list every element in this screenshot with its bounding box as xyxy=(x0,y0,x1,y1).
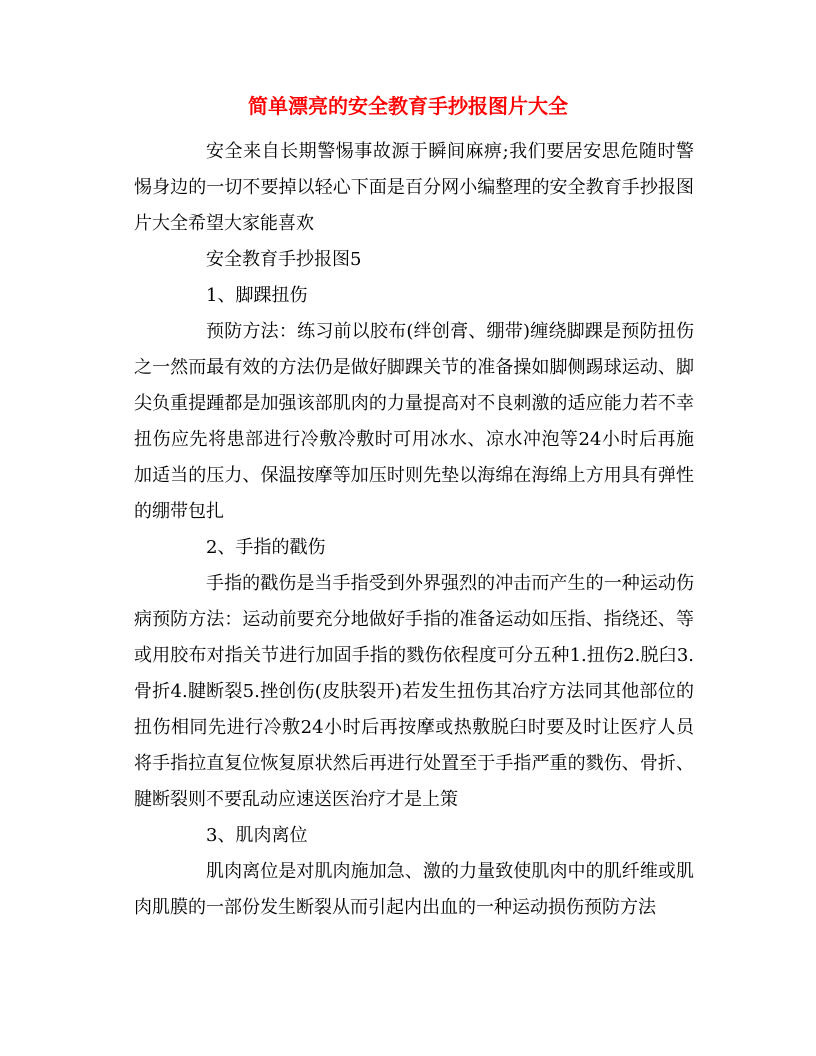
intro-paragraph: 安全来自长期警惕事故源于瞬间麻痹;我们要居安思危随时警惕身边的一切不要掉以轻心下面是百分网小编整理的安全教育手抄报图片大全希望大家能喜欢 xyxy=(134,141,694,234)
section-heading-ankle: 1、脚踝扭伤 xyxy=(206,285,308,306)
finger-paragraph: 手指的戳伤是当手指受到外界强烈的冲击而产生的一种运动伤病预防方法：运动前要充分地做好手指的准备运动如压指、指绕还、等或用胶布对指关节进行加固手指的戮伤依程度可分五种1.扭伤2.脱臼3.骨折4.腱断裂5.挫创伤(皮肤裂开)若发生扭伤其冶疗方法同其他部位的扭伤相同先进行冷敷24小时后再按摩或热敷脱臼时要及时让医疗人员将手指拉直复位恢复原状然后再进行处置至于手指严重的戮伤、骨折、腱断裂则不要乱动应速送医治疗才是上策 xyxy=(134,573,694,810)
document-title: 简单漂亮的安全教育手抄报图片大全 xyxy=(248,94,568,118)
ankle-paragraph: 预防方法：练习前以胶布(绊创膏、绷带)缠绕脚踝是预防扭伤之一然而最有效的方法仍是做好脚踝关节的准备操如脚侧踢球运动、脚尖负重提踵都是加强该部肌肉的力量提高对不良刺激的适应能力若不幸扭伤应先将患部进行冷敷冷敷时可用冰水、凉水冲泡等24小时后再施加适当的压力、保温按摩等加压时则先垫以海绵在海绵上方用具有弹性的绷带包扎 xyxy=(134,321,694,522)
document-body xyxy=(134,134,694,926)
muscle-paragraph: 肌肉离位是对肌肉施加急、激的力量致使肌肉中的肌纤维或肌肉肌膜的一部份发生断裂从而引起内出血的一种运动损伤预防方法 xyxy=(134,861,694,918)
image-caption: 安全教育手抄报图5 xyxy=(206,249,362,270)
section-heading-finger: 2、手指的戳伤 xyxy=(206,537,326,558)
section-heading-muscle: 3、肌肉离位 xyxy=(206,825,308,846)
